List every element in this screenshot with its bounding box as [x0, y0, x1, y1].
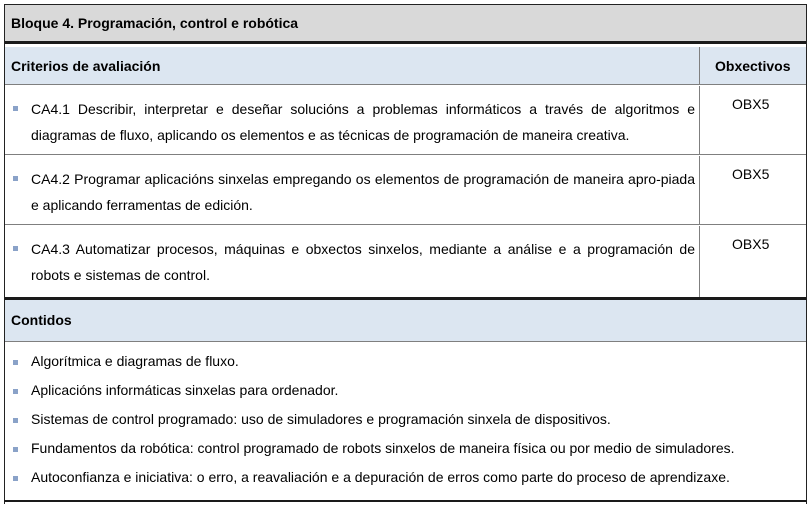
criterion-row [5, 226, 806, 297]
list-item-text: Aplicacións informáticas sinxelas para ordenador. [31, 382, 339, 398]
square-bullet-icon [13, 476, 18, 481]
criteria-header: Criterios de avaliación [5, 47, 700, 84]
criterion-row [5, 86, 806, 155]
square-bullet-icon [13, 447, 18, 452]
table-bottom-border [4, 500, 807, 502]
criterion-cell [5, 156, 700, 224]
square-bullet-icon [13, 360, 18, 365]
contents-header: Contidos [5, 300, 806, 342]
criteria-header-row [5, 47, 806, 85]
list-item-text: Algorítmica e diagramas de fluxo. [31, 353, 239, 369]
criterion-objective: OBX5 [732, 96, 770, 112]
criterion-row [5, 156, 806, 225]
criterion-cell [5, 86, 700, 154]
square-bullet-icon [13, 106, 18, 111]
criterion-text: CA4.1 Describir, interpretar e deseñar solucións a problemas informáticos a través de algoritmos e diagramas de fluxo, aplicando os elementos e as técnicas de programación de maneira creativa. [31, 101, 695, 143]
criterion-text: CA4.2 Programar aplicacións sinxelas empregando os elementos de programación de maneira apro-piada e aplicando ferramentas de edición. [31, 171, 695, 213]
square-bullet-icon [13, 389, 18, 394]
block-title: Bloque 4. Programación, control e robótica [5, 5, 806, 44]
criterion-text: CA4.3 Automatizar procesos, máquinas e obxectos sinxelos, mediante a análise e a programación de robots e sistemas de control. [31, 241, 695, 283]
square-bullet-icon [13, 176, 18, 181]
square-bullet-icon [13, 246, 18, 251]
list-item-text: Autoconfianza e iniciativa: o erro, a reavaliación e a depuración de erros como parte do proceso de aprendizaxe. [31, 469, 730, 485]
list-item-text: Fundamentos da robótica: control programado de robots sinxelos de maneira física ou por medio de simuladores. [31, 440, 735, 456]
curriculum-table [4, 4, 807, 504]
criterion-objective: OBX5 [732, 166, 770, 182]
list-item-text: Sistemas de control programado: uso de simuladores e programación sinxela de dispositivos. [31, 411, 611, 427]
criterion-cell [5, 226, 700, 297]
square-bullet-icon [13, 418, 18, 423]
criterion-objective: OBX5 [732, 236, 770, 252]
objectives-header: Obxectivos [715, 58, 791, 74]
